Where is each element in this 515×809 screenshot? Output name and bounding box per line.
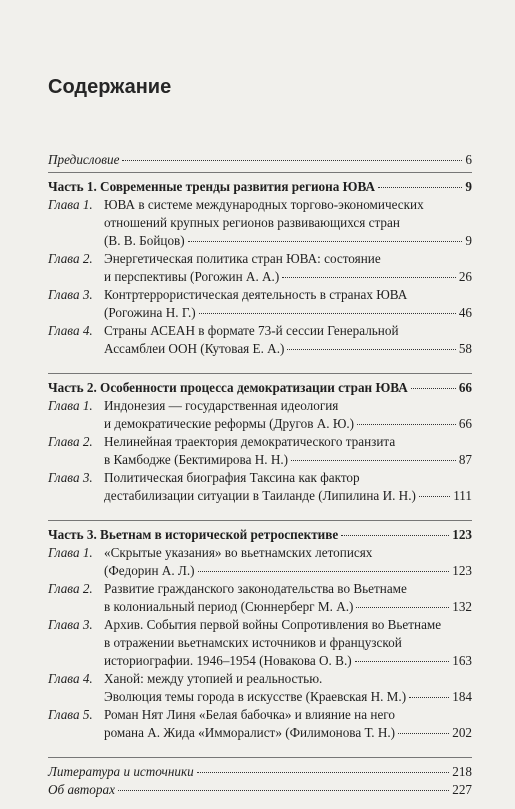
divider bbox=[48, 757, 472, 758]
leader-dots bbox=[341, 535, 449, 536]
toc-page-number: 26 bbox=[458, 269, 472, 284]
toc-chapter-entry[interactable] bbox=[48, 580, 472, 616]
toc-chapter-entry[interactable] bbox=[48, 397, 472, 433]
toc-entry-literature[interactable] bbox=[48, 763, 472, 781]
leader-dots bbox=[199, 313, 456, 314]
toc-chapter-entry[interactable] bbox=[48, 616, 472, 670]
toc-entry-authors[interactable] bbox=[48, 781, 472, 799]
chapter-label: Глава 4. bbox=[48, 671, 93, 686]
toc-part-entry[interactable] bbox=[48, 178, 472, 196]
chapter-label: Глава 3. bbox=[48, 287, 93, 302]
toc-part-title: Часть 2. Особенности процесса демократизации стран ЮВА bbox=[48, 380, 408, 395]
toc-entry-preface[interactable] bbox=[48, 151, 472, 169]
chapter-title-line: в колониальный период (Сюннерберг М. А.) bbox=[104, 599, 354, 614]
chapter-title-line: (Рогожина Н. Г.) bbox=[104, 305, 196, 320]
toc-part-entry[interactable] bbox=[48, 526, 472, 544]
chapter-title-line: Архив. События первой войны Сопротивления во Вьетнаме bbox=[104, 617, 442, 632]
chapter-title-line: в Камбодже (Бектимирова Н. Н.) bbox=[104, 452, 289, 467]
leader-dots bbox=[197, 772, 449, 773]
toc-page-number: 163 bbox=[452, 653, 472, 668]
chapter-title-line: Страны АСЕАН в формате 73-й сессии Генеральной bbox=[104, 323, 399, 338]
toc-page-number: 227 bbox=[452, 782, 472, 797]
chapter-title-line: Энергетическая политика стран ЮВА: состояние bbox=[104, 251, 381, 266]
toc-page-number: 111 bbox=[453, 488, 472, 503]
chapter-label: Глава 2. bbox=[48, 251, 93, 266]
toc-chapter-entry[interactable] bbox=[48, 670, 472, 706]
chapter-title-line: Контртеррористическая деятельность в странах ЮВА bbox=[104, 287, 408, 302]
toc-chapter-entry[interactable] bbox=[48, 706, 472, 742]
toc-part-title: Часть 1. Современные тренды развития региона ЮВА bbox=[48, 179, 375, 194]
chapter-label: Глава 3. bbox=[48, 617, 93, 632]
chapter-label: Глава 1. bbox=[48, 398, 93, 413]
divider bbox=[48, 520, 472, 521]
toc-chapter-entry[interactable] bbox=[48, 469, 472, 505]
chapter-title-line: (Федорин А. Л.) bbox=[104, 563, 195, 578]
toc-page-number: 58 bbox=[458, 341, 472, 356]
toc-entry-title: Об авторах bbox=[48, 782, 115, 797]
toc-page-number: 132 bbox=[452, 599, 472, 614]
chapter-title-line: Нелинейная траектория демократического транзита bbox=[104, 434, 396, 449]
toc-page-number: 87 bbox=[458, 452, 472, 467]
toc-chapter-entry[interactable] bbox=[48, 322, 472, 358]
chapter-title-line: (В. В. Бойцов) bbox=[104, 233, 185, 248]
chapter-label: Глава 2. bbox=[48, 434, 93, 449]
toc-page-number: 6 bbox=[465, 152, 472, 167]
chapter-label: Глава 2. bbox=[48, 581, 93, 596]
leader-dots bbox=[357, 424, 456, 425]
leader-dots bbox=[355, 661, 450, 662]
leader-dots bbox=[287, 349, 455, 350]
toc-chapter-entry[interactable] bbox=[48, 250, 472, 286]
toc-entry-title: Предисловие bbox=[48, 152, 120, 167]
leader-dots bbox=[409, 697, 449, 698]
chapter-title-line: Роман Нят Линя «Белая бабочка» и влияние на него bbox=[104, 707, 395, 722]
chapter-label: Глава 3. bbox=[48, 470, 93, 485]
toc-part-title: Часть 3. Вьетнам в исторической ретроспективе bbox=[48, 527, 339, 542]
contents-heading: Содержание bbox=[48, 76, 172, 98]
chapter-title-line: Развитие гражданского законодательства во Вьетнаме bbox=[104, 581, 407, 596]
chapter-label: Глава 1. bbox=[48, 545, 93, 560]
toc-page-number: 9 bbox=[465, 233, 472, 248]
leader-dots bbox=[282, 277, 456, 278]
toc-chapter-entry[interactable] bbox=[48, 286, 472, 322]
toc-page-number: 202 bbox=[452, 725, 472, 740]
chapter-title-line: «Скрытые указания» во вьетнамских летописях bbox=[104, 545, 373, 560]
chapter-title-line: романа А. Жида «Иммoралист» (Филимонова Т. Н.) bbox=[104, 725, 396, 740]
leader-dots bbox=[378, 187, 462, 188]
leader-dots bbox=[198, 571, 450, 572]
toc-page-number: 123 bbox=[452, 527, 472, 542]
chapter-title-line: Индонезия — государственная идеология bbox=[104, 398, 339, 413]
toc-chapter-entry[interactable] bbox=[48, 196, 472, 250]
toc-page-number: 66 bbox=[458, 416, 472, 431]
table-of-contents bbox=[48, 151, 472, 799]
leader-dots bbox=[419, 496, 450, 497]
chapter-title-line: Ассамблеи ООН (Кутовая Е. А.) bbox=[104, 341, 285, 356]
toc-parts bbox=[48, 178, 472, 742]
leader-dots bbox=[291, 460, 456, 461]
toc-entry-title: Литература и источники bbox=[48, 764, 194, 779]
chapter-label: Глава 1. bbox=[48, 197, 93, 212]
toc-page-number: 9 bbox=[465, 179, 472, 194]
leader-dots bbox=[356, 607, 449, 608]
toc-chapter-entry[interactable] bbox=[48, 433, 472, 469]
toc-chapter-entry[interactable] bbox=[48, 544, 472, 580]
toc-page-number: 66 bbox=[458, 380, 472, 395]
toc-page-number: 218 bbox=[452, 764, 472, 779]
toc-page-number: 184 bbox=[452, 689, 472, 704]
leader-dots bbox=[122, 160, 462, 161]
leader-dots bbox=[188, 241, 463, 242]
chapter-title-line: и демократические реформы (Другов А. Ю.) bbox=[104, 416, 355, 431]
divider bbox=[48, 373, 472, 374]
toc-page-number: 46 bbox=[458, 305, 472, 320]
chapter-label: Глава 5. bbox=[48, 707, 93, 722]
toc-part-entry[interactable] bbox=[48, 379, 472, 397]
chapter-title-line: отношений крупных регионов развивающихся стран bbox=[104, 215, 400, 230]
chapter-title-line: в отражении вьетнамских источников и французской bbox=[104, 635, 402, 650]
leader-dots bbox=[398, 733, 449, 734]
chapter-title-line: историографии. 1946–1954 (Новакова О. В.) bbox=[104, 653, 352, 668]
chapter-label: Глава 4. bbox=[48, 323, 93, 338]
chapter-title-line: Ханой: между утопией и реальностью. bbox=[104, 671, 323, 686]
toc-page-number: 123 bbox=[452, 563, 472, 578]
chapter-title-line: Политическая биография Таксина как фактор bbox=[104, 470, 360, 485]
chapter-title-line: дестабилизации ситуации в Таиланде (Липилина И. Н.) bbox=[104, 488, 416, 503]
chapter-title-line: Эволюция темы города в искусстве (Краевская Н. М.) bbox=[104, 689, 407, 704]
chapter-title-line: ЮВА в системе международных торгово-экономических bbox=[104, 197, 424, 212]
chapter-title-line: и перспективы (Рогожин А. А.) bbox=[104, 269, 280, 284]
leader-dots bbox=[118, 790, 449, 791]
leader-dots bbox=[411, 388, 456, 389]
divider bbox=[48, 172, 472, 173]
